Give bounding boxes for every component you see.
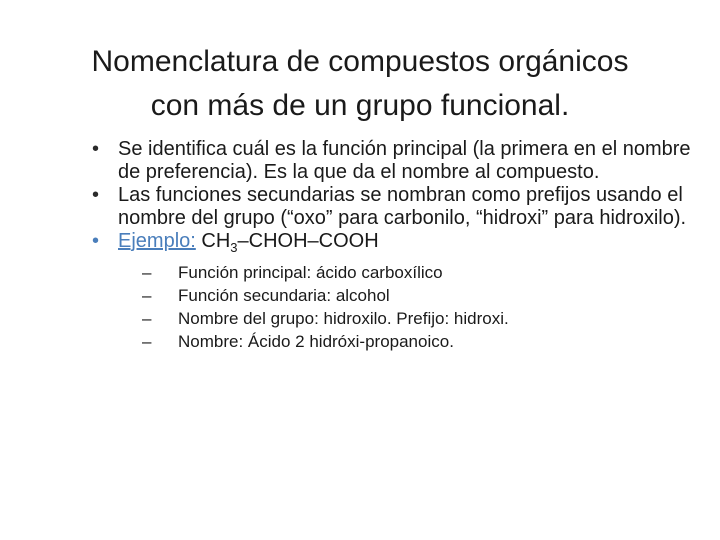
- bullet-marker: •: [92, 230, 100, 252]
- formula-part-1: CH: [201, 230, 231, 252]
- sub-bullet-text: Nombre: Ácido 2 hidróxi-propanoico.: [178, 332, 454, 351]
- bullet-text: Se identifica cuál es la función principal (la primera en el nombre de preferencia). Es la que da el nombre al compuesto.: [118, 138, 691, 183]
- bullet-text: Las funciones secundarias se nombran como prefijos usando el nombre del grupo (“oxo” para carbonilo, “hidroxi” para hidroxilo).: [118, 184, 687, 229]
- title-line-2: con más de un grupo funcional.: [150, 89, 570, 122]
- example-label: Ejemplo:: [118, 230, 196, 252]
- bullet-item: [92, 138, 716, 184]
- sub-bullet-item: [118, 330, 716, 353]
- bullet-list: [92, 138, 716, 353]
- sub-bullet-item: [118, 284, 716, 307]
- formula-part-2: –CHOH–COOH: [237, 230, 379, 252]
- bullet-item: [92, 184, 716, 230]
- bullet-item-example: [92, 230, 716, 353]
- sub-bullet-text: Función principal: ácido carboxílico: [178, 263, 443, 282]
- sub-bullet-list: [118, 261, 716, 353]
- sub-bullet-text: Nombre del grupo: hidroxilo. Prefijo: hidroxi.: [178, 309, 509, 328]
- sub-bullet-text: Función secundaria: alcohol: [178, 286, 390, 305]
- bullet-marker: •: [92, 138, 100, 160]
- slide-title: [40, 40, 680, 128]
- sub-bullet-item: [118, 307, 716, 330]
- sub-bullet-marker: –: [142, 332, 152, 351]
- example-formula: [201, 230, 379, 255]
- sub-bullet-marker: –: [142, 309, 152, 328]
- sub-bullet-item: [118, 261, 716, 284]
- title-line-1: Nomenclatura de compuestos orgánicos: [91, 45, 629, 78]
- formula-subscript: 3: [230, 240, 238, 255]
- sub-bullet-marker: –: [142, 263, 152, 282]
- sub-bullet-marker: –: [142, 286, 152, 305]
- bullet-marker: •: [92, 184, 100, 206]
